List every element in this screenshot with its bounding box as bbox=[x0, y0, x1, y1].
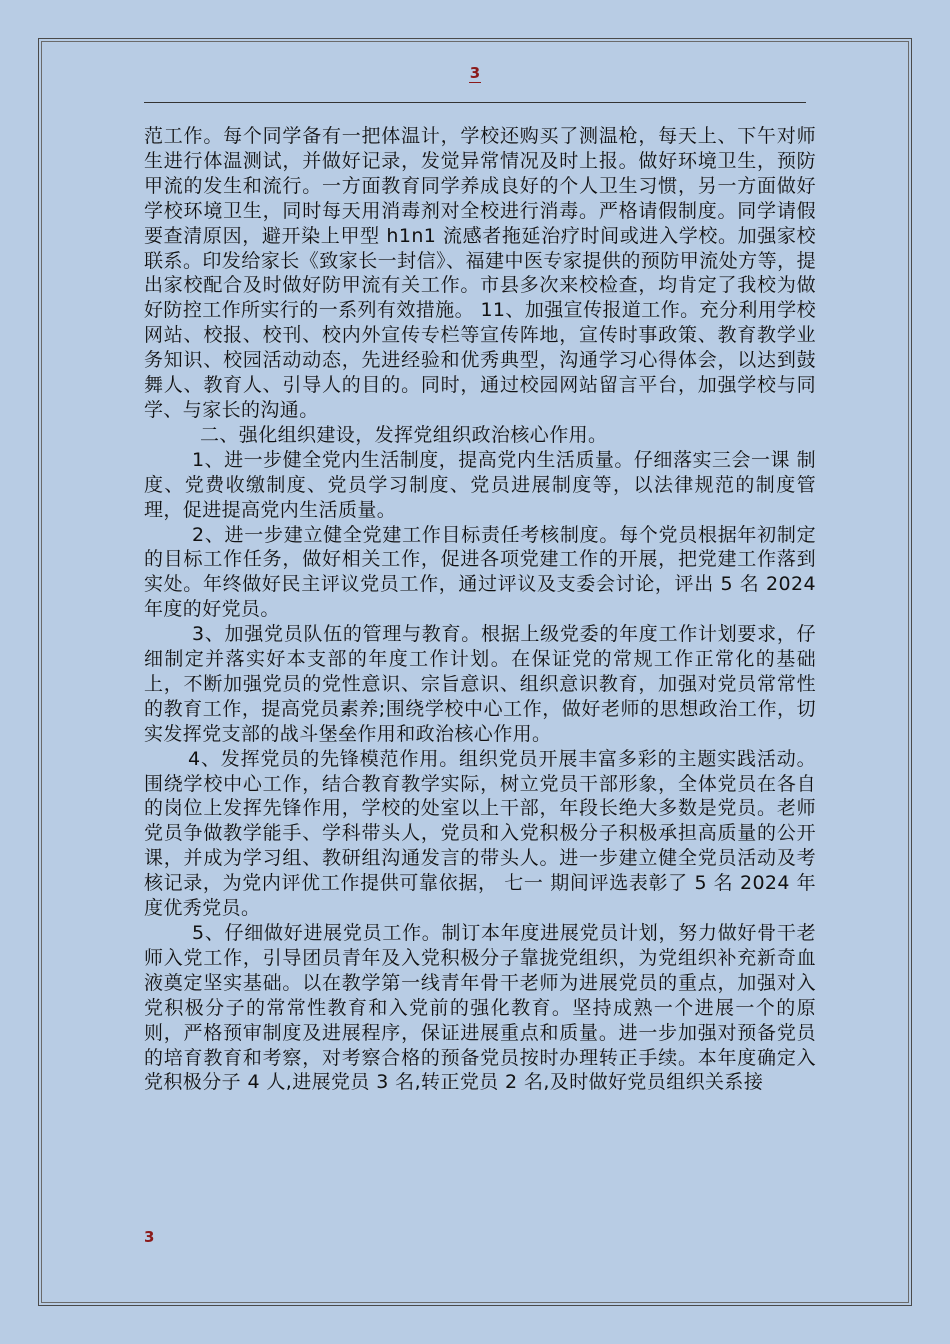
paragraph-epidemic-prevention: 范工作。每个同学备有一把体温计，学校还购买了测温枪，每天上、下午对师生进行体温测试，并做好记录，发觉异常情况及时上报。做好环境卫生，预防甲流的发生和流行。一方面教育同学养成良好的个人卫生习惯，另一方面做好学校环境卫生，同时每天用消毒剂对全校进行消毒。严格请假制度。同学请假要查清原因，避开染上甲型 h1n1 流感者拖延治疗时间或进入学校。加强家校联系。印发给家长《致家长一封信》、福建中医专家提供的预防甲流处方等，提出家校配合及时做好防甲流有关工作。市县多次来校检查，均肯定了我校为做好防控工作所实行的一系列有效措施。 11、加强宣传报道工作。充分利用学校网站、校报、校刊、校内外宣传专栏等宣传阵地，宣传时事政策、教育教学业务知识、校园活动动态，先进经验和优秀典型，沟通学习心得体会，以达到鼓舞人、教育人、引导人的目的。同时，通过校园网站留言平台，加强学校与同学、与家长的沟通。 bbox=[144, 125, 816, 421]
section-heading-organization: 二、强化组织建设，发挥党组织政治核心作用。 bbox=[200, 423, 608, 446]
footer-page-number: 3 bbox=[144, 1228, 155, 1246]
paragraph-item-3: 3、加强党员队伍的管理与教育。根据上级党委的年度工作计划要求，仔细制定并落实好本支部的年度工作计划。在保证党的常规工作正常化的基础上，不断加强党员的党性意识、宗旨意识、组织意识教育，加强对党员常常性的教育工作，提高党员素养;围绕学校中心工作，做好老师的思想政治工作，切实发挥党支部的战斗堡垒作用和政治核心作用。 bbox=[144, 623, 816, 745]
paragraph-item-5: 5、仔细做好进展党员工作。制订本年度进展党员计划，努力做好骨干老师入党工作，引导团员青年及入党积极分子靠拢党组织，为党组织补充新奇血液奠定坚实基础。以在教学第一线青年骨干老师为进展党员的重点，加强对入党积极分子的常常性教育和入党前的强化教育。坚持成熟一个进展一个的原则，严格预审制度及进展程序，保证进展重点和质量。进一步加强对预备党员的培育教育和考察，对考察合格的预备党员按时办理转正手续。本年度确定入党积极分子 4 人,进展党员 3 名,转正党员 2 名,及时做好党员组织关系接 bbox=[144, 922, 816, 1094]
header-page-number bbox=[0, 64, 950, 82]
paragraph-item-1: 1、进一步健全党内生活制度，提高党内生活质量。仔细落实三会一课 制度、党费收缴制度、党员学习制度、党员进展制度等，以法律规范的制度管理，促进提高党内生活质量。 bbox=[144, 448, 816, 521]
header-page-number-text: 3 bbox=[469, 64, 481, 82]
document-body bbox=[144, 124, 816, 1095]
paragraph-item-4: 4、发挥党员的先锋模范作用。组织党员开展丰富多彩的主题实践活动。围绕学校中心工作，结合教育教学实际，树立党员干部形象，全体党员在各自的岗位上发挥先锋作用，学校的处室以上干部，年段长绝大多数是党员。老师党员争做教学能手、学科带头人，党员和入党积极分子积极承担高质量的公开课，并成为学习组、教研组沟通发言的带头人。进一步建立健全党员活动及考核记录，为党内评优工作提供可靠依据， 七一 期间评选表彰了 5 名 2024 年度优秀党员。 bbox=[144, 747, 816, 920]
header-divider bbox=[144, 102, 806, 103]
paragraph-item-2: 2、进一步建立健全党建工作目标责任考核制度。每个党员根据年初制定的目标工作任务，做好相关工作，促进各项党建工作的开展，把党建工作落到实处。年终做好民主评议党员工作，通过评议及支委会讨论，评出 5 名 2024 年度的好党员。 bbox=[144, 523, 816, 621]
